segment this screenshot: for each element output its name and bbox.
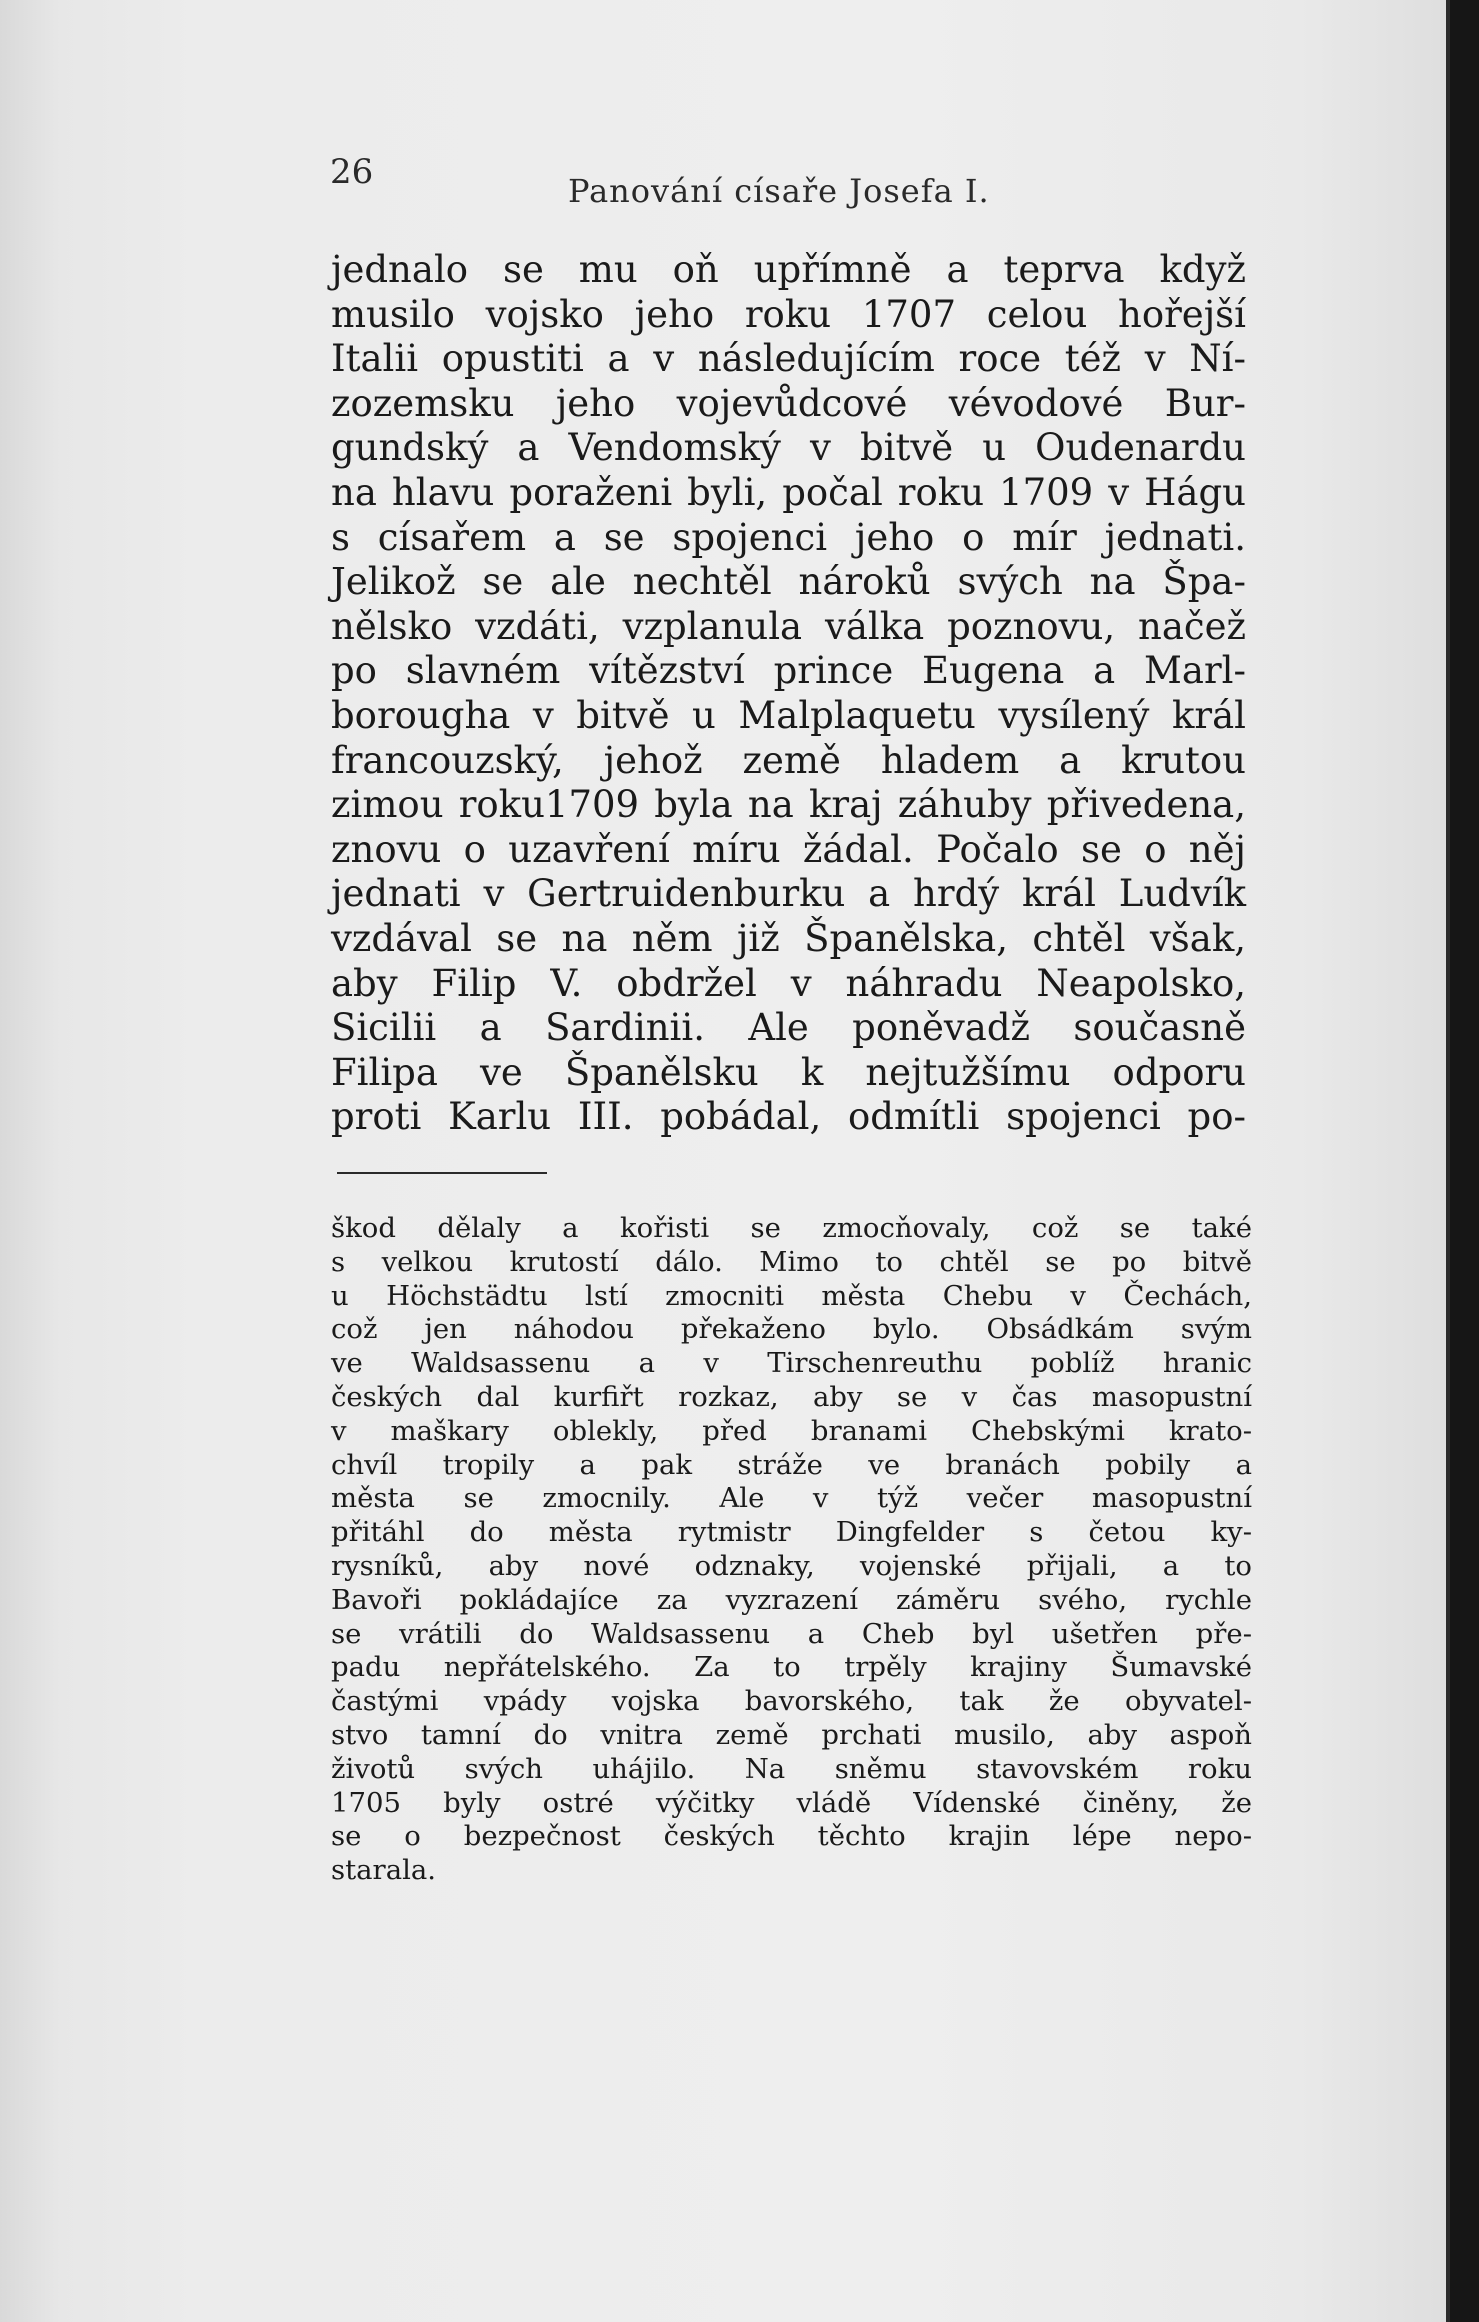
main-text-line: jednati v Gertruidenburku a hrdý král Ludvík	[331, 872, 1246, 916]
main-text-line: jednalo se mu oň upřímně a teprva když	[331, 248, 1246, 291]
footnote-line: města se zmocnily. Ale v týž večer masopustní	[331, 1482, 1252, 1515]
footnote-line: což jen náhodou překaženo bylo. Obsádkám svým	[331, 1313, 1252, 1346]
main-text-line: nělsko vzdáti, vzplanula válka poznovu, načež	[331, 604, 1246, 648]
footnote-line: starala.	[331, 1854, 437, 1887]
main-text-line: francouzský, jehož země hladem a krutou	[331, 738, 1246, 782]
main-text-line: vzdával se na něm již Španělska, chtěl však,	[331, 916, 1246, 960]
main-text-line: zozemsku jeho vojevůdcové vévodové Bur-	[331, 381, 1246, 425]
footnote-line: přitáhl do města rytmistr Dingfelder s četou ky-	[331, 1516, 1252, 1549]
main-text-line: Jelikož se ale nechtěl nároků svých na Špa-	[331, 560, 1246, 604]
footnote-line: rysníků, aby nové odznaky, vojenské přijali, a to	[331, 1549, 1252, 1582]
footnote	[331, 1212, 1252, 1888]
main-text-line: znovu o uzavření míru žádal. Počalo se o něj	[331, 827, 1246, 871]
main-text-line: aby Filip V. obdržel v náhradu Neapolsko,	[331, 961, 1246, 1005]
footnote-line: chvíl tropily a pak stráže ve branách pobily a	[331, 1448, 1252, 1481]
running-title: Panování císaře Josefa I.	[568, 172, 990, 210]
main-text-line: Sicilii a Sardinii. Ale poněvadž současně	[331, 1006, 1246, 1050]
main-text-line: po slavném vítězství prince Eugena a Marl-	[331, 649, 1246, 693]
main-text-line: zimou roku1709 byla na kraj záhuby přivedena,	[331, 783, 1246, 827]
main-text-line: Filipa ve Španělsku k nejtužšímu odporu	[331, 1050, 1246, 1094]
main-text-line: Italii opustiti a v následujícím roce též v Ní-	[331, 337, 1246, 381]
main-text-line: musilo vojsko jeho roku 1707 celou hořejší	[331, 292, 1246, 336]
main-text-line: proti Karlu III. pobádal, odmítli spojenci po-	[331, 1095, 1246, 1139]
footnote-line: životů svých uhájilo. Na sněmu stavovském roku	[331, 1752, 1252, 1785]
footnote-line: u Höchstädtu lstí zmocniti města Chebu v Čechách,	[331, 1279, 1252, 1312]
footnote-line: ve Waldsassenu a v Tirschenreuthu poblíž hranic	[331, 1347, 1252, 1380]
footnote-line: s velkou krutostí dálo. Mimo to chtěl se po bitvě	[331, 1245, 1252, 1278]
footnote-line: českých dal kurfiřt rozkaz, aby se v čas masopustní	[331, 1380, 1252, 1413]
main-text-line: s císařem a se spojenci jeho o mír jednati.	[331, 515, 1246, 559]
footnote-line: se vrátili do Waldsassenu a Cheb byl ušetřen pře-	[331, 1617, 1252, 1650]
main-text-line: na hlavu poraženi byli, počal roku 1709 v Hágu	[331, 470, 1246, 514]
footnote-line: se o bezpečnost českých těchto krajin lépe nepo-	[331, 1820, 1252, 1853]
footnote-line: Bavoři pokládajíce za vyzrazení záměru svého, rychle	[331, 1583, 1252, 1616]
main-text	[331, 248, 1246, 1140]
footnote-line: častými vpády vojska bavorského, tak že obyvatel-	[331, 1685, 1252, 1718]
footnote-line: 1705 byly ostré výčitky vládě Vídenské činěny, že	[331, 1786, 1252, 1819]
footnote-line: v maškary oblekly, před branami Chebskými krato-	[331, 1414, 1252, 1447]
footnote-line: škod dělaly a kořisti se zmocňovaly, což se také	[331, 1212, 1252, 1244]
footnote-separator	[337, 1172, 547, 1174]
main-text-line: gundský a Vendomský v bitvě u Oudenardu	[331, 426, 1246, 470]
footnote-line: stvo tamní do vnitra země prchati musilo, aby aspoň	[331, 1718, 1252, 1751]
page-number: 26	[330, 152, 374, 192]
main-text-line: borougha v bitvě u Malplaquetu vysílený král	[331, 693, 1246, 737]
footnote-line: padu nepřátelského. Za to trpěly krajiny Šumavské	[331, 1651, 1252, 1684]
